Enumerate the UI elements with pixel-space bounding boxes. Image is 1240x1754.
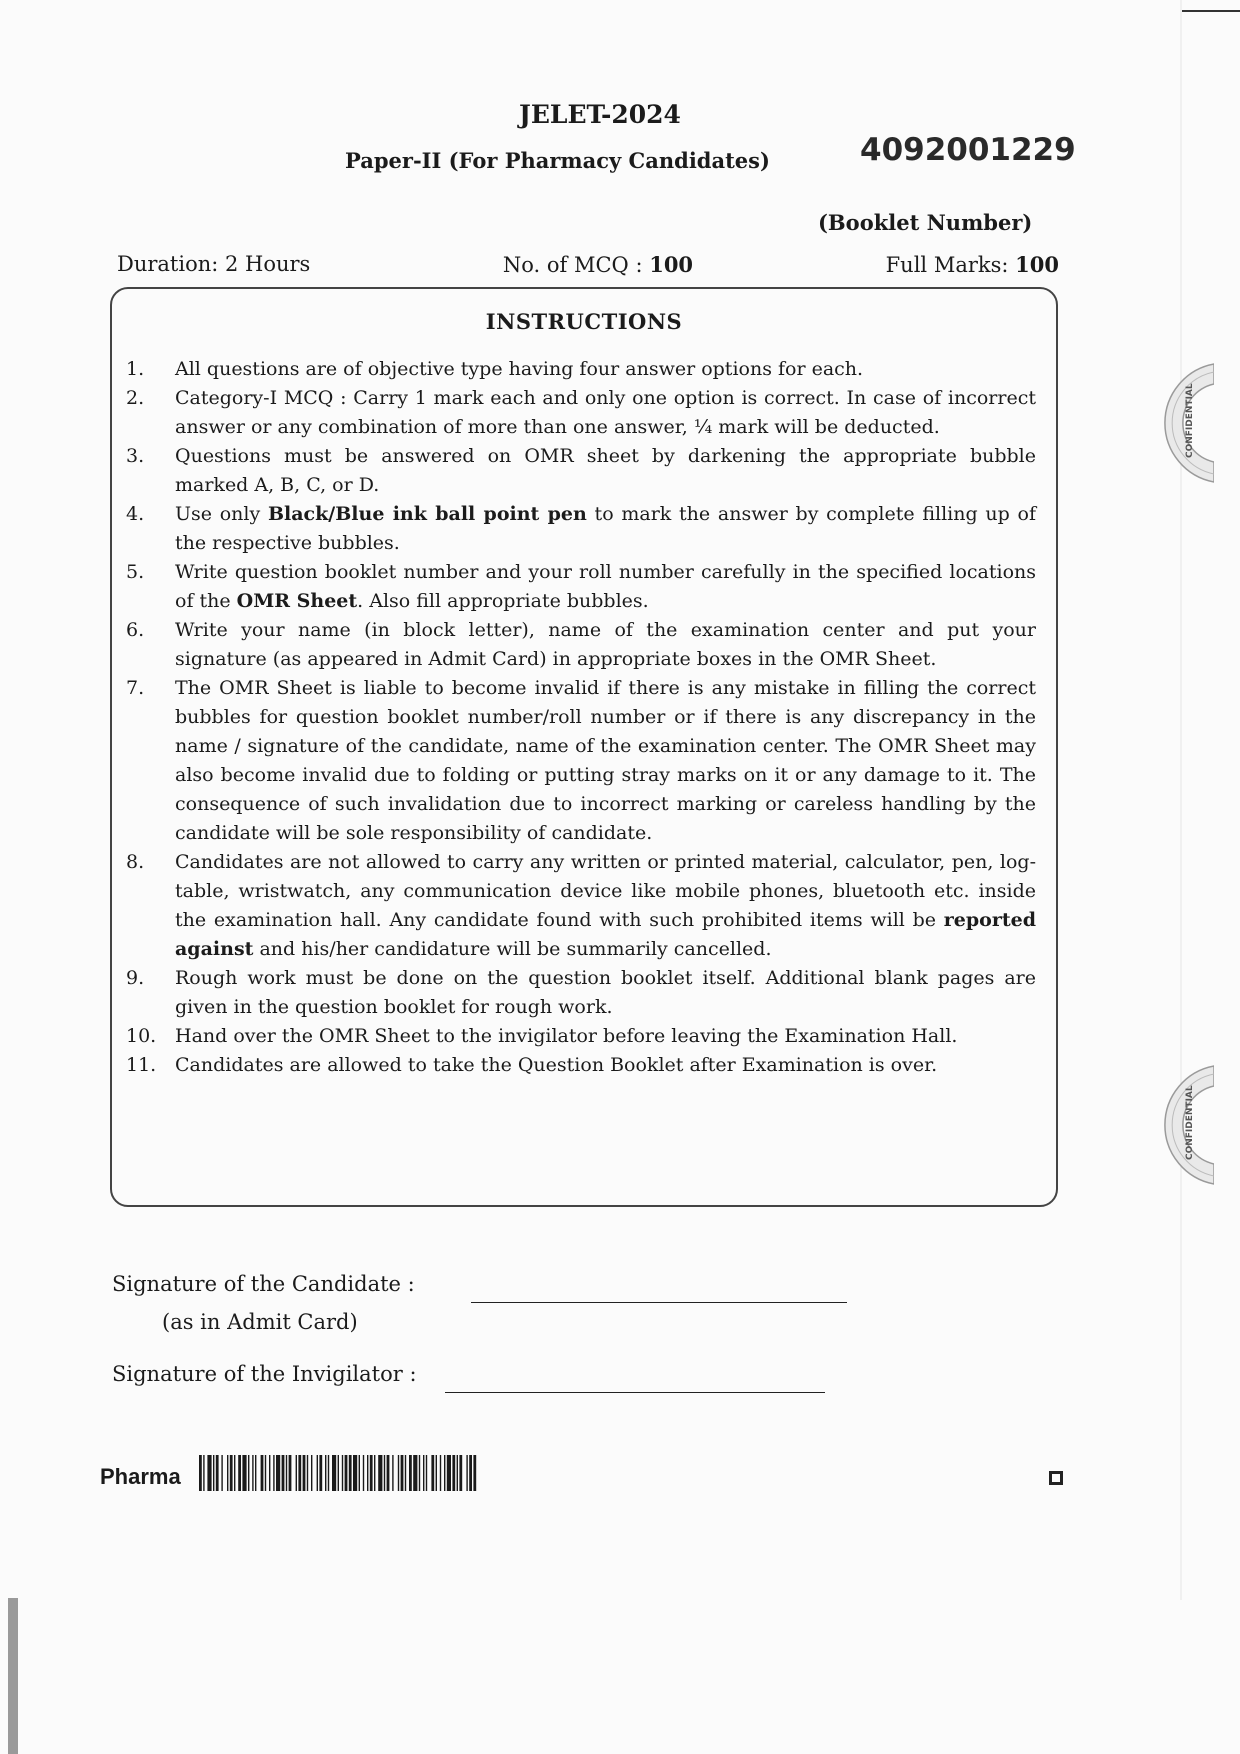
barcode-bar (269, 1455, 270, 1491)
barcode-bar (466, 1455, 467, 1491)
instruction-item (126, 1051, 1036, 1080)
barcode-bar (252, 1455, 253, 1491)
barcode-bar (405, 1455, 406, 1491)
barcode-bar (349, 1455, 352, 1491)
instruction-text-part: and his/her candidature will be summarily cancelled. (253, 938, 772, 960)
scan-edge-line (1180, 0, 1182, 1600)
barcode-bar (444, 1455, 445, 1491)
barcode-bar (298, 1455, 301, 1491)
instruction-emphasis: OMR Sheet (236, 590, 358, 612)
exam-title: JELET-2024 (519, 100, 681, 129)
instruction-text: Candidates are allowed to take the Question Booklet after Examination is over. (175, 1054, 938, 1076)
instruction-text: The OMR Sheet is liable to become invalid if there is any mistake in filling the correct bubbles for question booklet number/roll number or if there is any discrepancy in the name / signature of the candidate, name of the examination center. The OMR Sheet may also become invalid due to folding or putting stray marks on it or any damage to it. The consequence of such invalidation due to incorrect marking or careless handling by the candidate will be sole responsibility of candidate. (175, 677, 1036, 844)
barcode-bar (203, 1455, 204, 1491)
barcode-bar (374, 1455, 375, 1491)
confidential-stamp-text: CONFIDENTIAL (1185, 1085, 1195, 1160)
barcode-bar (216, 1455, 219, 1491)
barcode-bar (303, 1455, 306, 1491)
scan-edge-bar (8, 1598, 18, 1754)
barcode-bar (387, 1455, 390, 1491)
instruction-number: 2. (126, 387, 145, 409)
candidate-signature-note: (as in Admit Card) (162, 1310, 358, 1334)
barcode-bar (199, 1455, 202, 1491)
barcode-bar (359, 1455, 360, 1491)
confidential-stamp-text: CONFIDENTIAL (1185, 383, 1195, 458)
full-marks-value: 100 (1015, 252, 1059, 277)
barcode-bar (409, 1455, 412, 1491)
barcode-bar (265, 1455, 266, 1491)
instruction-number: 5. (126, 561, 145, 583)
mcq-count-label: No. of MCQ : (502, 253, 650, 277)
full-marks (886, 252, 1059, 277)
barcode-bar (457, 1455, 458, 1491)
barcode-bar (317, 1455, 318, 1491)
invigilator-signature-field[interactable] (445, 1392, 825, 1393)
barcode-bar (384, 1455, 385, 1491)
barcode-bar (426, 1455, 427, 1491)
barcode-bar (307, 1455, 308, 1491)
instruction-item (126, 384, 1036, 442)
barcode-bar (213, 1455, 214, 1491)
instruction-text (175, 848, 1036, 964)
instruction-text-part: Use only (175, 503, 268, 525)
barcode-bar (378, 1455, 382, 1491)
instruction-item (126, 355, 1036, 384)
barcode-bar (423, 1455, 424, 1491)
instruction-number: 1. (126, 358, 145, 380)
instruction-number: 8. (126, 851, 145, 873)
barcode-bar (431, 1455, 434, 1491)
barcode-bar (248, 1455, 249, 1491)
confidential-stamp-icon (1122, 358, 1214, 488)
exam-meta-row (117, 252, 1059, 277)
barcode-bar (392, 1455, 393, 1491)
instruction-number: 7. (126, 677, 145, 699)
barcode-bar (276, 1455, 280, 1491)
barcode-bar (338, 1455, 339, 1491)
barcode-bar (353, 1455, 357, 1491)
barcode-bar (436, 1455, 437, 1491)
barcode-bar (227, 1455, 228, 1491)
barcode-bar (221, 1455, 222, 1491)
instruction-text-part: . Also fill appropriate bubbles. (357, 590, 649, 612)
instruction-number: 10. (126, 1025, 157, 1047)
barcode-bar (242, 1455, 246, 1491)
barcode-bar (459, 1455, 462, 1491)
instruction-text: Category-I MCQ : Carry 1 mark each and only one option is correct. In case of incorrect answer or any combination of more than one answer, ¼ mark will be deducted. (175, 387, 1036, 438)
instruction-number: 11. (126, 1054, 157, 1076)
instruction-text (175, 558, 1036, 616)
instruction-item (126, 964, 1036, 1022)
barcode-bar (363, 1455, 364, 1491)
instruction-text: Hand over the OMR Sheet to the invigilator before leaving the Examination Hall. (175, 1025, 958, 1047)
instruction-item (126, 558, 1036, 616)
barcode-bar (289, 1455, 292, 1491)
barcode-bar (261, 1455, 264, 1491)
barcode-bar (345, 1455, 348, 1491)
instruction-number: 6. (126, 619, 145, 641)
instruction-text (175, 500, 1036, 558)
barcode-bar (273, 1455, 274, 1491)
instruction-text: Questions must be answered on OMR sheet by darkening the appropriate bubble marked A, B, C, or D. (175, 445, 1036, 496)
full-marks-label: Full Marks: (885, 253, 1016, 277)
instruction-emphasis: reported against (175, 909, 1036, 960)
barcode-bar (367, 1455, 368, 1491)
barcode-bar (325, 1455, 326, 1491)
instruction-item (126, 616, 1036, 674)
instruction-text: Write your name (in block letter), name of the examination center and put your signature (as appeared in Admit Card) in appropriate boxes in the OMR Sheet. (175, 619, 1036, 670)
paper-subtitle: Paper-II (For Pharmacy Candidates) (345, 148, 770, 173)
candidate-signature-label: Signature of the Candidate : (112, 1272, 415, 1296)
barcode-bar (469, 1455, 472, 1491)
invigilator-signature-label: Signature of the Invigilator : (112, 1362, 417, 1386)
barcode-bar (328, 1455, 329, 1491)
instruction-item (126, 442, 1036, 500)
instruction-number: 3. (126, 445, 145, 467)
instruction-number: 9. (126, 967, 145, 989)
barcode-bar (332, 1455, 336, 1491)
instruction-text-part: Write question booklet number and your roll number carefully in the specified locations of the (175, 561, 1036, 612)
barcode-bar (296, 1455, 297, 1491)
barcode-bar (255, 1455, 256, 1491)
instructions-box (110, 287, 1058, 1207)
barcode-bar (473, 1455, 476, 1491)
barcode-bar (282, 1455, 285, 1491)
barcode-bar (207, 1455, 211, 1491)
instruction-item (126, 1022, 1036, 1051)
instruction-number: 4. (126, 503, 145, 525)
barcode-icon (199, 1455, 477, 1491)
instruction-text: All questions are of objective type having four answer options for each. (175, 358, 864, 380)
mcq-count (503, 252, 693, 277)
scan-edge-mark (1180, 10, 1240, 12)
instruction-emphasis: Black/Blue ink ball point pen (267, 503, 587, 525)
barcode-bar (452, 1455, 455, 1491)
booklet-number-label: (Booklet Number) (818, 210, 1033, 235)
barcode-bar (447, 1455, 451, 1491)
instruction-text-part: Candidates are not allowed to carry any written or printed material, calculator, pen, log-table, wristwatch, any communication device like mobile phones, bluetooth etc. inside the examination hall. Any candidate found with such prohibited items will be (175, 851, 1036, 931)
instructions-list (126, 355, 1036, 1080)
barcode-bar (401, 1455, 404, 1491)
footer-stream-label: Pharma (100, 1464, 181, 1489)
barcode-bar (234, 1455, 235, 1491)
barcode-bar (342, 1455, 343, 1491)
instruction-text: Rough work must be done on the question booklet itself. Additional blank pages are given in the question booklet for rough work. (175, 967, 1036, 1018)
registration-mark-icon (1049, 1471, 1063, 1485)
barcode-bar (319, 1455, 322, 1491)
candidate-signature-field[interactable] (471, 1302, 847, 1303)
instruction-item (126, 674, 1036, 848)
instruction-item (126, 500, 1036, 558)
duration: Duration: 2 Hours (117, 252, 311, 276)
mcq-count-value: 100 (649, 252, 694, 277)
barcode-bar (419, 1455, 420, 1491)
barcode-bar (398, 1455, 399, 1491)
barcode-bar (413, 1455, 417, 1491)
barcode-bar (440, 1455, 441, 1491)
instruction-text-part: to mark the answer by complete filling up of the respective bubbles. (175, 503, 1036, 554)
barcode-bar (311, 1455, 312, 1491)
instructions-title: INSTRUCTIONS (485, 309, 683, 334)
barcode-bar (230, 1455, 233, 1491)
barcode-bar (286, 1455, 287, 1491)
booklet-number: 4092001229 (860, 132, 1076, 168)
barcode-bar (370, 1455, 373, 1491)
instruction-item (126, 848, 1036, 964)
barcode-bar (238, 1455, 241, 1491)
confidential-stamp-icon (1122, 1060, 1214, 1190)
